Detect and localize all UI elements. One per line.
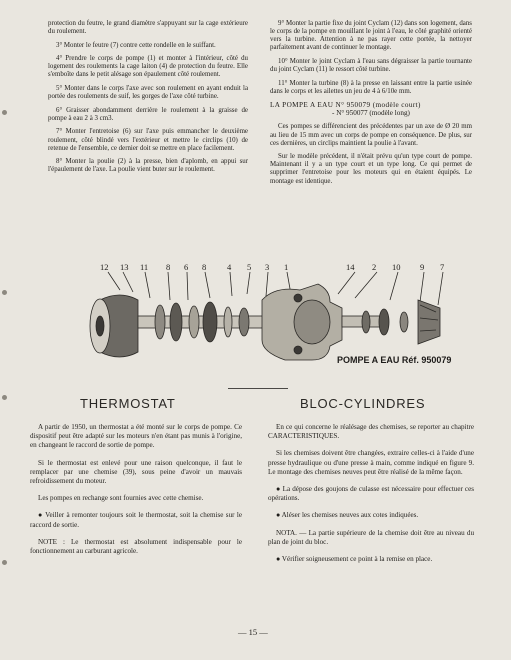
paragraph: NOTE : Le thermostat est absolument indispensable pour le fonctionnement au carburant agricole. (30, 537, 242, 556)
paragraph: A partir de 1950, un thermostat a été monté sur le corps de pompe. Ce dispositif peut être adapté sur les moteurs n'en étant pas munis à l'origine, en changeant le raccord de sortie de pompe. (30, 423, 242, 450)
paragraph: ● Aléser les chemises neuves aux cotes indiquées. (276, 511, 419, 520)
callout-label: 11 (140, 262, 149, 272)
paragraph: 3° Monter le feutre (7) contre cette rondelle en le suiffant. (56, 41, 216, 49)
paragraph: 8° Monter la poulie (2) à la presse, bien d'aplomb, en appui sur l'épaulement de l'axe. La poulie vient buter sur le roulement. (48, 158, 248, 174)
paragraph: Ces pompes se différencient des précédentes par un axe de Ø 20 mm au lieu de 15 mm avec un corps de pompe en conséquence. De plus, sur ces dernières, un circlips maintient la poulie à l'avant. (270, 123, 472, 147)
paragraph: 5° Monter dans le corps l'axe avec son roulement en ayant enduit la portée des roulements de suif, les gorges de l'axe côté turbine. (48, 85, 248, 101)
figure-caption: POMPE A EAU Réf. 950079 (337, 355, 452, 365)
thermostat-title: THERMOSTAT (80, 396, 176, 411)
paragraph: 9° Monter la partie fixe du joint Cyclam (12) dans son logement, dans le corps de la pompe en mouillant le joint à l'eau, le côté graphité orienté vers la turbine. Attention à ne pas rayer cette portée, la nettoyer parfaitement avant de continuer le montage. (270, 20, 472, 52)
binder-hole (2, 560, 7, 565)
callout-label: 13 (120, 262, 129, 272)
bloc-cylindres-column (268, 423, 474, 572)
paragraph: Si le thermostat est enlevé pour une raison quelconque, il faut le remplacer par une chemise (39), sous peine d'avoir un mauvais refroidissement du moteur. (30, 458, 242, 486)
callout-label: 2 (372, 262, 377, 272)
callout-label: 9 (420, 262, 425, 272)
callout-label: 10 (392, 262, 401, 272)
callout-label: 4 (227, 262, 232, 272)
paragraph: 10° Monter le joint Cyclam à l'eau sans dégraisser la partie tournante du joint Cyclam (11) le ressort côté turbine. (270, 57, 472, 73)
paragraph: Si les chemises doivent être changées, extraire celles-ci à l'aide d'une presse hydraulique ou d'une presse à main, comme indiqué en figure 9. Le montage des chemises neuves peut être réalisé de la même façon. (268, 449, 474, 476)
callout-label: 7 (440, 262, 445, 272)
callout-label: 3 (265, 262, 270, 272)
binder-hole (2, 395, 7, 400)
paragraph: ● Veiller à remonter toujours soit le thermostat, soit la chemise sur le raccord de sortie. (30, 511, 242, 529)
paragraph: Les pompes en rechange sont fournies avec cette chemise. (38, 494, 204, 503)
pompe-heading: LA POMPE A EAU N° 950079 (modèle court) (270, 101, 421, 110)
pompe-subheading: - N° 950077 (modèle long) (332, 109, 410, 118)
section-divider (228, 388, 288, 389)
paragraph: 4° Prendre le corps de pompe (1) et monter à l'intérieur, côté du logement des roulements la cage laiton (4) de protection du feutre. Elle s'emboîte dans le petit alésage son épaulement côté roulement. (48, 55, 248, 79)
paragraph: ● La dépose des goujons de culasse est nécessaire pour effectuer ces opérations. (268, 485, 474, 503)
paragraph: Sur le modèle précédent, il n'était prévu qu'un type court de pompe. Maintenant il y a un type court et un type long. Ce qui permet de supprimer l'entretoise pour les moteurs qui en étaient équipés. Le montage est identique. (270, 153, 472, 185)
thermostat-column (30, 423, 242, 564)
page-number: — 15 — (238, 627, 268, 637)
callout-label: 8 (202, 262, 207, 272)
callout-label: 8 (166, 262, 171, 272)
callout-label: 14 (346, 262, 355, 272)
callout-label: 1 (284, 262, 289, 272)
callout-label: 6 (184, 262, 189, 272)
paragraph: ● Vérifier soigneusement ce point à la remise en place. (276, 555, 433, 564)
paragraph: protection du feutre, le grand diamètre s'appuyant sur la cage extérieure du roulement. (48, 20, 248, 36)
paragraph: 6° Graisser abondamment derrière le roulement à la graisse de pompe à eau 2 à 3 cm3. (48, 106, 248, 122)
bloc-cylindres-title: BLOC-CYLINDRES (300, 396, 426, 411)
paragraph: 7° Monter l'entretoise (6) sur l'axe puis emmancher le deuxième roulement, côté blindé vers l'extérieur et mettre le circlips (10) de retenue de l'ensemble, ce dernier doit se mettre en place facilement. (48, 128, 248, 152)
paragraph: En ce qui concerne le réalésage des chemises, se reporter au chapitre CARACTERISTIQUES. (268, 423, 474, 441)
callout-label: 12 (100, 262, 109, 272)
paragraph: 11° Monter la turbine (8) à la presse en laissant entre la partie usinée dans le corps et les ailettes un jeu de 4 à 6/10e mm. (270, 79, 472, 95)
callout-label: 5 (247, 262, 252, 272)
paragraph: NOTA. — La partie supérieure de la chemise doit être au niveau du plan de joint du bloc. (268, 528, 474, 546)
